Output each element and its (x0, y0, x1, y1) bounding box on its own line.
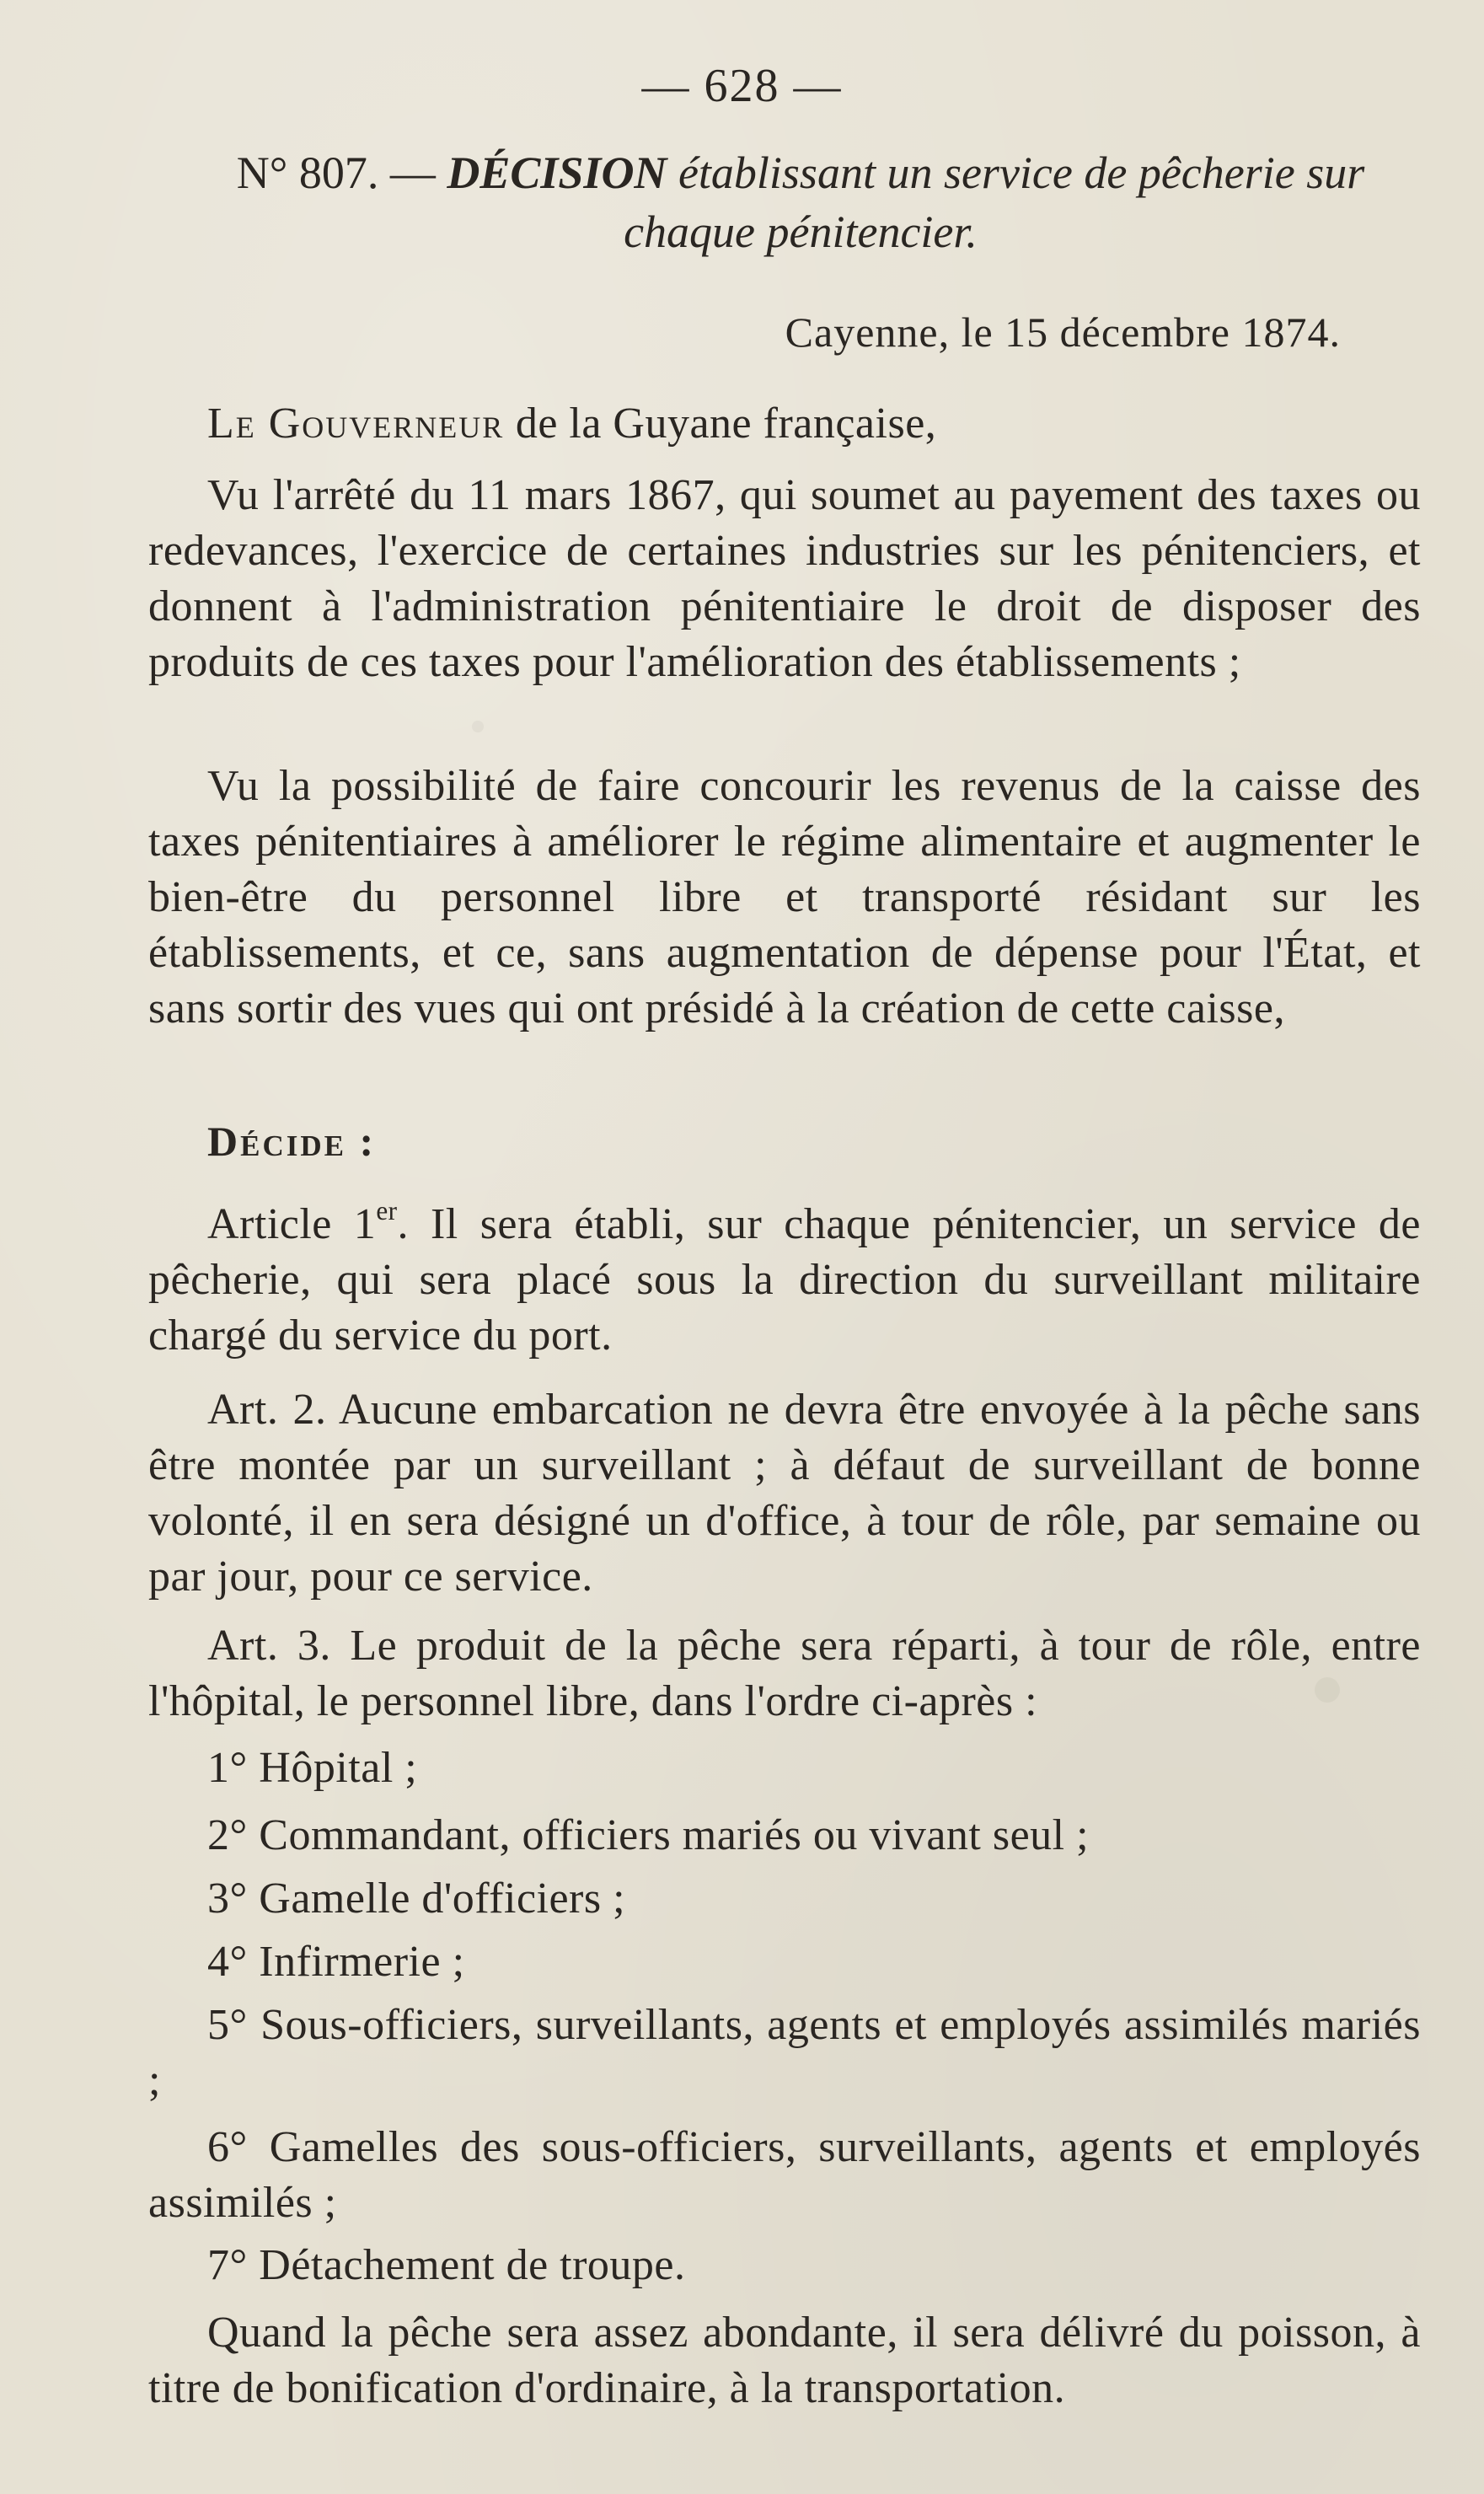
list-item: 2° Commandant, officiers mariés ou vivant seul ; (207, 1811, 1090, 1859)
article-2: Art. 2. Aucune embarcation ne devra être envoyée à la pêche sans être montée par un surveillant ; à défaut de surveillant de bonne volonté, il en sera désigné un d'office, à tour de rôle, par semaine ou par jour, pour ce service. (148, 1386, 1421, 1601)
governor-title: Le Gouverneur (207, 400, 505, 448)
article-3: Art. 3. Le produit de la pêche sera réparti, à tour de rôle, entre l'hôpital, le personnel libre, dans l'ordre ci-après : (148, 1622, 1421, 1725)
list-item: 6° Gamelles des sous-officiers, surveillants, agents et employés assimilés ; (148, 2123, 1421, 2227)
governor-rest: de la Guyane française, (515, 400, 937, 448)
governor-line (148, 396, 1421, 452)
decision-title-keyword: DÉCISION (447, 147, 667, 198)
article-1-sup: er (376, 1196, 398, 1226)
article-1-text: . Il sera établi, sur chaque pénitencier, un service de pêcherie, qui sera placé sous la direction du surveillant militaire chargé du service du port. (148, 1200, 1421, 1360)
heading-dash: — (389, 147, 436, 198)
list-item: 1° Hôpital ; (207, 1744, 418, 1792)
decision-title-rest: établissant un service de pêcherie sur chaque pénitencier. (624, 147, 1365, 257)
dateline: Cayenne, le 15 décembre 1874. (785, 308, 1341, 356)
page-number: — 628 — (641, 60, 843, 112)
list-item: 5° Sous-officiers, surveillants, agents et employés assimilés mariés ; (148, 2001, 1421, 2105)
article-1 (148, 1197, 1421, 1364)
list-item: 3° Gamelle d'officiers ; (207, 1875, 626, 1923)
paper-spot (1315, 1677, 1340, 1703)
considerant-1: Vu l'arrêté du 11 mars 1867, qui soumet au payement des taxes ou redevances, l'exercice de certaines industries sur les pénitenciers, et donnent à l'administration pénitentiaire le droit de disposer des produits de ces taxes pour l'amélioration des établissements ; (148, 471, 1421, 686)
article-1-prefix: Article 1 (207, 1200, 377, 1248)
paper-spot (472, 721, 484, 732)
list-item: 7° Détachement de troupe. (207, 2241, 686, 2289)
decide-label: Décide : (207, 1118, 377, 1165)
closing-paragraph: Quand la pêche sera assez abondante, il sera délivré du poisson, à titre de bonification d'ordinaire, à la transportation. (148, 2309, 1421, 2412)
considerant-2: Vu la possibilité de faire concourir les revenus de la caisse des taxes pénitentiaires à améliorer le régime alimentaire et augmenter le bien-être du personnel libre et transporté résidant sur les établissements, et ce, sans augmentation de dépense pour l'État, et sans sortir des vues qui ont présidé à la création de cette caisse, (148, 762, 1421, 1032)
list-item: 4° Infirmerie ; (207, 1938, 465, 1986)
decision-heading (202, 143, 1399, 261)
decision-number: N° 807. (236, 147, 379, 198)
